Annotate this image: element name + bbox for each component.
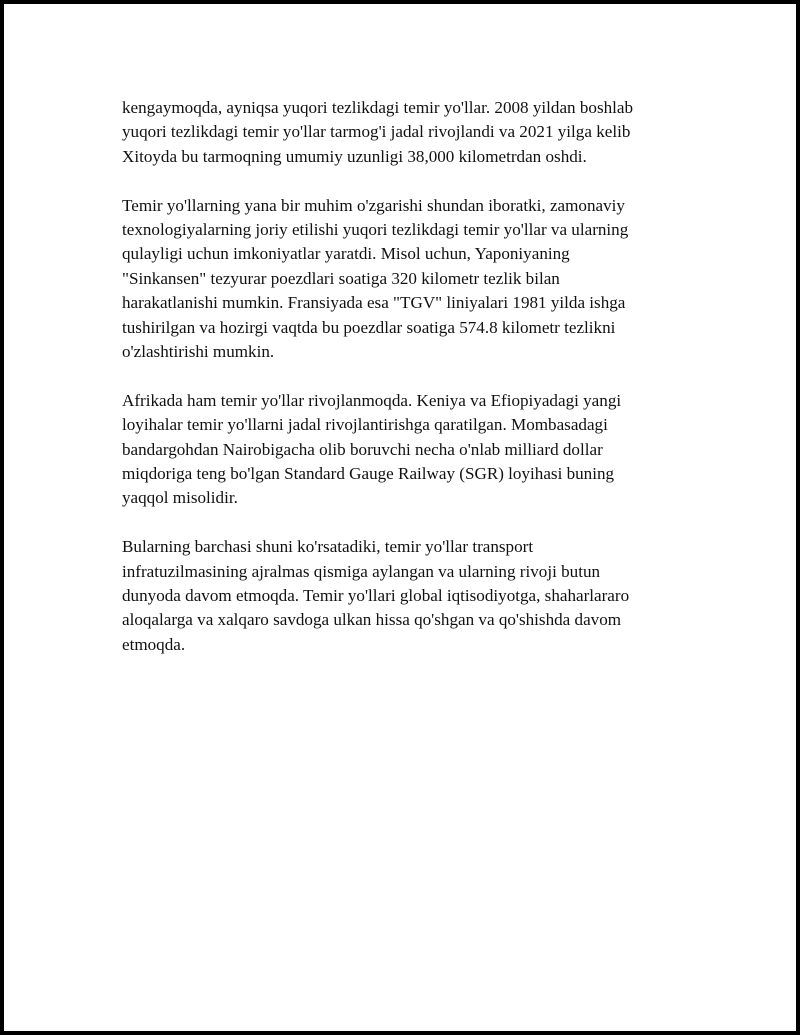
- text-line: bandargohdan Nairobigacha olib boruvchi necha o'nlab milliard dollar: [122, 439, 603, 459]
- text-line: loyihalar temir yo'llarni jadal rivojlantirishga qaratilgan. Mombasadagi: [122, 415, 608, 435]
- text-line: kengaymoqda, ayniqsa yuqori tezlikdagi temir yo'llar. 2008 yildan boshlab: [122, 98, 634, 117]
- paragraph-1: [122, 96, 694, 169]
- text-line: harakatlanishi mumkin. Fransiyada esa "TGV" liniyalari 1981 yilda ishga: [122, 293, 626, 313]
- text-line: Afrikada ham temir yo'llar rivojlanmoqda. Keniya va Efiopiyadagi yangi: [122, 390, 622, 410]
- text-line: "Sinkansen" tezyurar poezdlari soatiga 320 kilometr tezlik bilan: [122, 268, 560, 288]
- text-line: Temir yo'llarning yana bir muhim o'zgarishi shundan iboratki, zamonaviy: [122, 195, 625, 215]
- text-line: etmoqda.: [122, 634, 186, 654]
- text-line: yaqqol misolidir.: [122, 488, 238, 508]
- paragraph-4: [122, 535, 694, 657]
- text-line: dunyoda davom etmoqda. Temir yo'llari global iqtisodiyotga, shaharlararo: [122, 586, 630, 606]
- text-line: Xitoyda bu tarmoqning umumiy uzunligi 38,000 kilometrdan oshdi.: [122, 146, 587, 166]
- text-line: yuqori tezlikdagi temir yo'llar tarmog'i jadal rivojlandi va 2021 yilga kelib: [122, 122, 631, 142]
- text-line: infratuzilmasining ajralmas qismiga aylangan va ularning rivoji butun: [122, 561, 601, 581]
- text-line: texnologiyalarning joriy etilishi yuqori tezlikdagi temir yo'llar va ularning: [122, 220, 629, 240]
- text-line: Bularning barchasi shuni ko'rsatadiki, temir yo'llar transport: [122, 537, 534, 557]
- paragraph-2: [122, 194, 694, 365]
- text-line: aloqalarga va xalqaro savdoga ulkan hissa qo'shgan va qo'shishda davom: [122, 610, 622, 630]
- text-line: miqdoriga teng bo'lgan Standard Gauge Railway (SGR) loyihasi buning: [122, 464, 615, 484]
- paragraph-3: [122, 389, 694, 511]
- text-line: o'zlashtirishi mumkin.: [122, 342, 275, 362]
- text-line: qulayligi uchun imkoniyatlar yaratdi. Misol uchun, Yaponiyaning: [122, 244, 570, 264]
- text-line: tushirilgan va hozirgi vaqtda bu poezdlar soatiga 574.8 kilometr tezlikni: [122, 317, 616, 337]
- document-body: [122, 96, 694, 682]
